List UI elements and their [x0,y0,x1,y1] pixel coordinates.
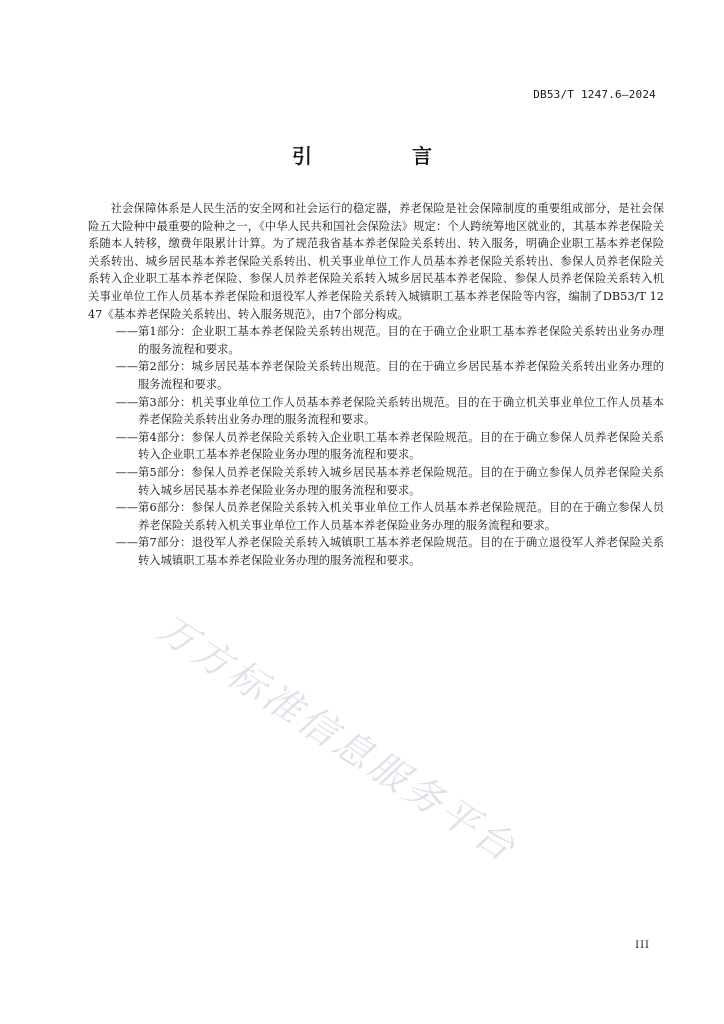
part-item [88,358,664,393]
part-dash: —— [115,536,138,550]
introduction-body [88,200,664,569]
part-item [88,534,664,569]
part-text: 第5部分：参保人员养老保险关系转入城乡居民基本养老保险规范。目的在于确立参保人员养老保险关系转入城乡居民基本养老保险业务办理的服务流程和要求。 [138,465,664,497]
parts-list [88,323,664,569]
page-number: III [635,940,650,951]
document-code: DB53/T 1247.6—2024 [533,88,656,101]
part-dash: —— [115,360,138,374]
part-dash: —— [115,325,138,339]
watermark-text: 万方标准信息服务平台 [149,605,526,872]
part-text: 第1部分：企业职工基本养老保险关系转出规范。目的在于确立企业职工基本养老保险关系转出业务办理的服务流程和要求。 [138,325,664,356]
part-item [88,464,664,499]
part-text: 第7部分：退役军人养老保险关系转入城镇职工基本养老保险规范。目的在于确立退役军人养老保险关系转入城镇职工基本养老保险业务办理的服务流程和要求。 [138,536,664,567]
intro-paragraph: 社会保障体系是人民生活的安全网和社会运行的稳定器，养老保险是社会保障制度的重要组成部分，是社会保险五大险种中最重要的险种之一，《中华人民共和国社会保险法》规定：个人跨统筹地区就业的，其基本养老保险关系随本人转移，缴费年限累计计算。为了规范我省基本养老保险关系转出、转入服务，明确企业职工基本养老保险关系转出、城乡居民基本养老保险关系转出、机关事业单位工作人员基本养老保险关系转出、参保人员养老保险关系转入企业职工基本养老保险、参保人员养老保险关系转入城乡居民基本养老保险、参保人员养老保险关系转入机关事业单位工作人员基本养老保险和退役军人养老保险关系转入城镇职工基本养老保险等内容，编制了DB53/T 1247《基本养老保险关系转出、转入服务规范》，由7个部分构成。 [88,202,664,321]
part-item [88,499,664,534]
part-item [88,394,664,429]
part-item [88,323,664,358]
part-dash: —— [115,430,138,444]
part-dash: —— [115,395,138,409]
part-dash: —— [115,501,138,515]
part-dash: —— [115,465,138,479]
part-text: 第3部分：机关事业单位工作人员基本养老保险关系转出规范。目的在于确立机关事业单位工作人员基本养老保险关系转出业务办理的服务流程和要求。 [138,395,664,427]
part-text: 第6部分：参保人员养老保险关系转入机关事业单位工作人员基本养老保险规范。目的在于确立参保人员养老保险关系转入机关事业单位工作人员基本养老保险业务办理的服务流程和要求。 [138,501,664,532]
part-text: 第4部分：参保人员养老保险关系转入企业职工基本养老保险规范。目的在于确立参保人员养老保险关系转入企业职工基本养老保险业务办理的服务流程和要求。 [138,430,664,462]
part-text: 第2部分：城乡居民基本养老保险关系转出规范。目的在于确立乡居民基本养老保险关系转出业务办理的服务流程和要求。 [138,360,664,391]
part-item [88,429,664,464]
page-title: 引 言 [292,144,472,168]
